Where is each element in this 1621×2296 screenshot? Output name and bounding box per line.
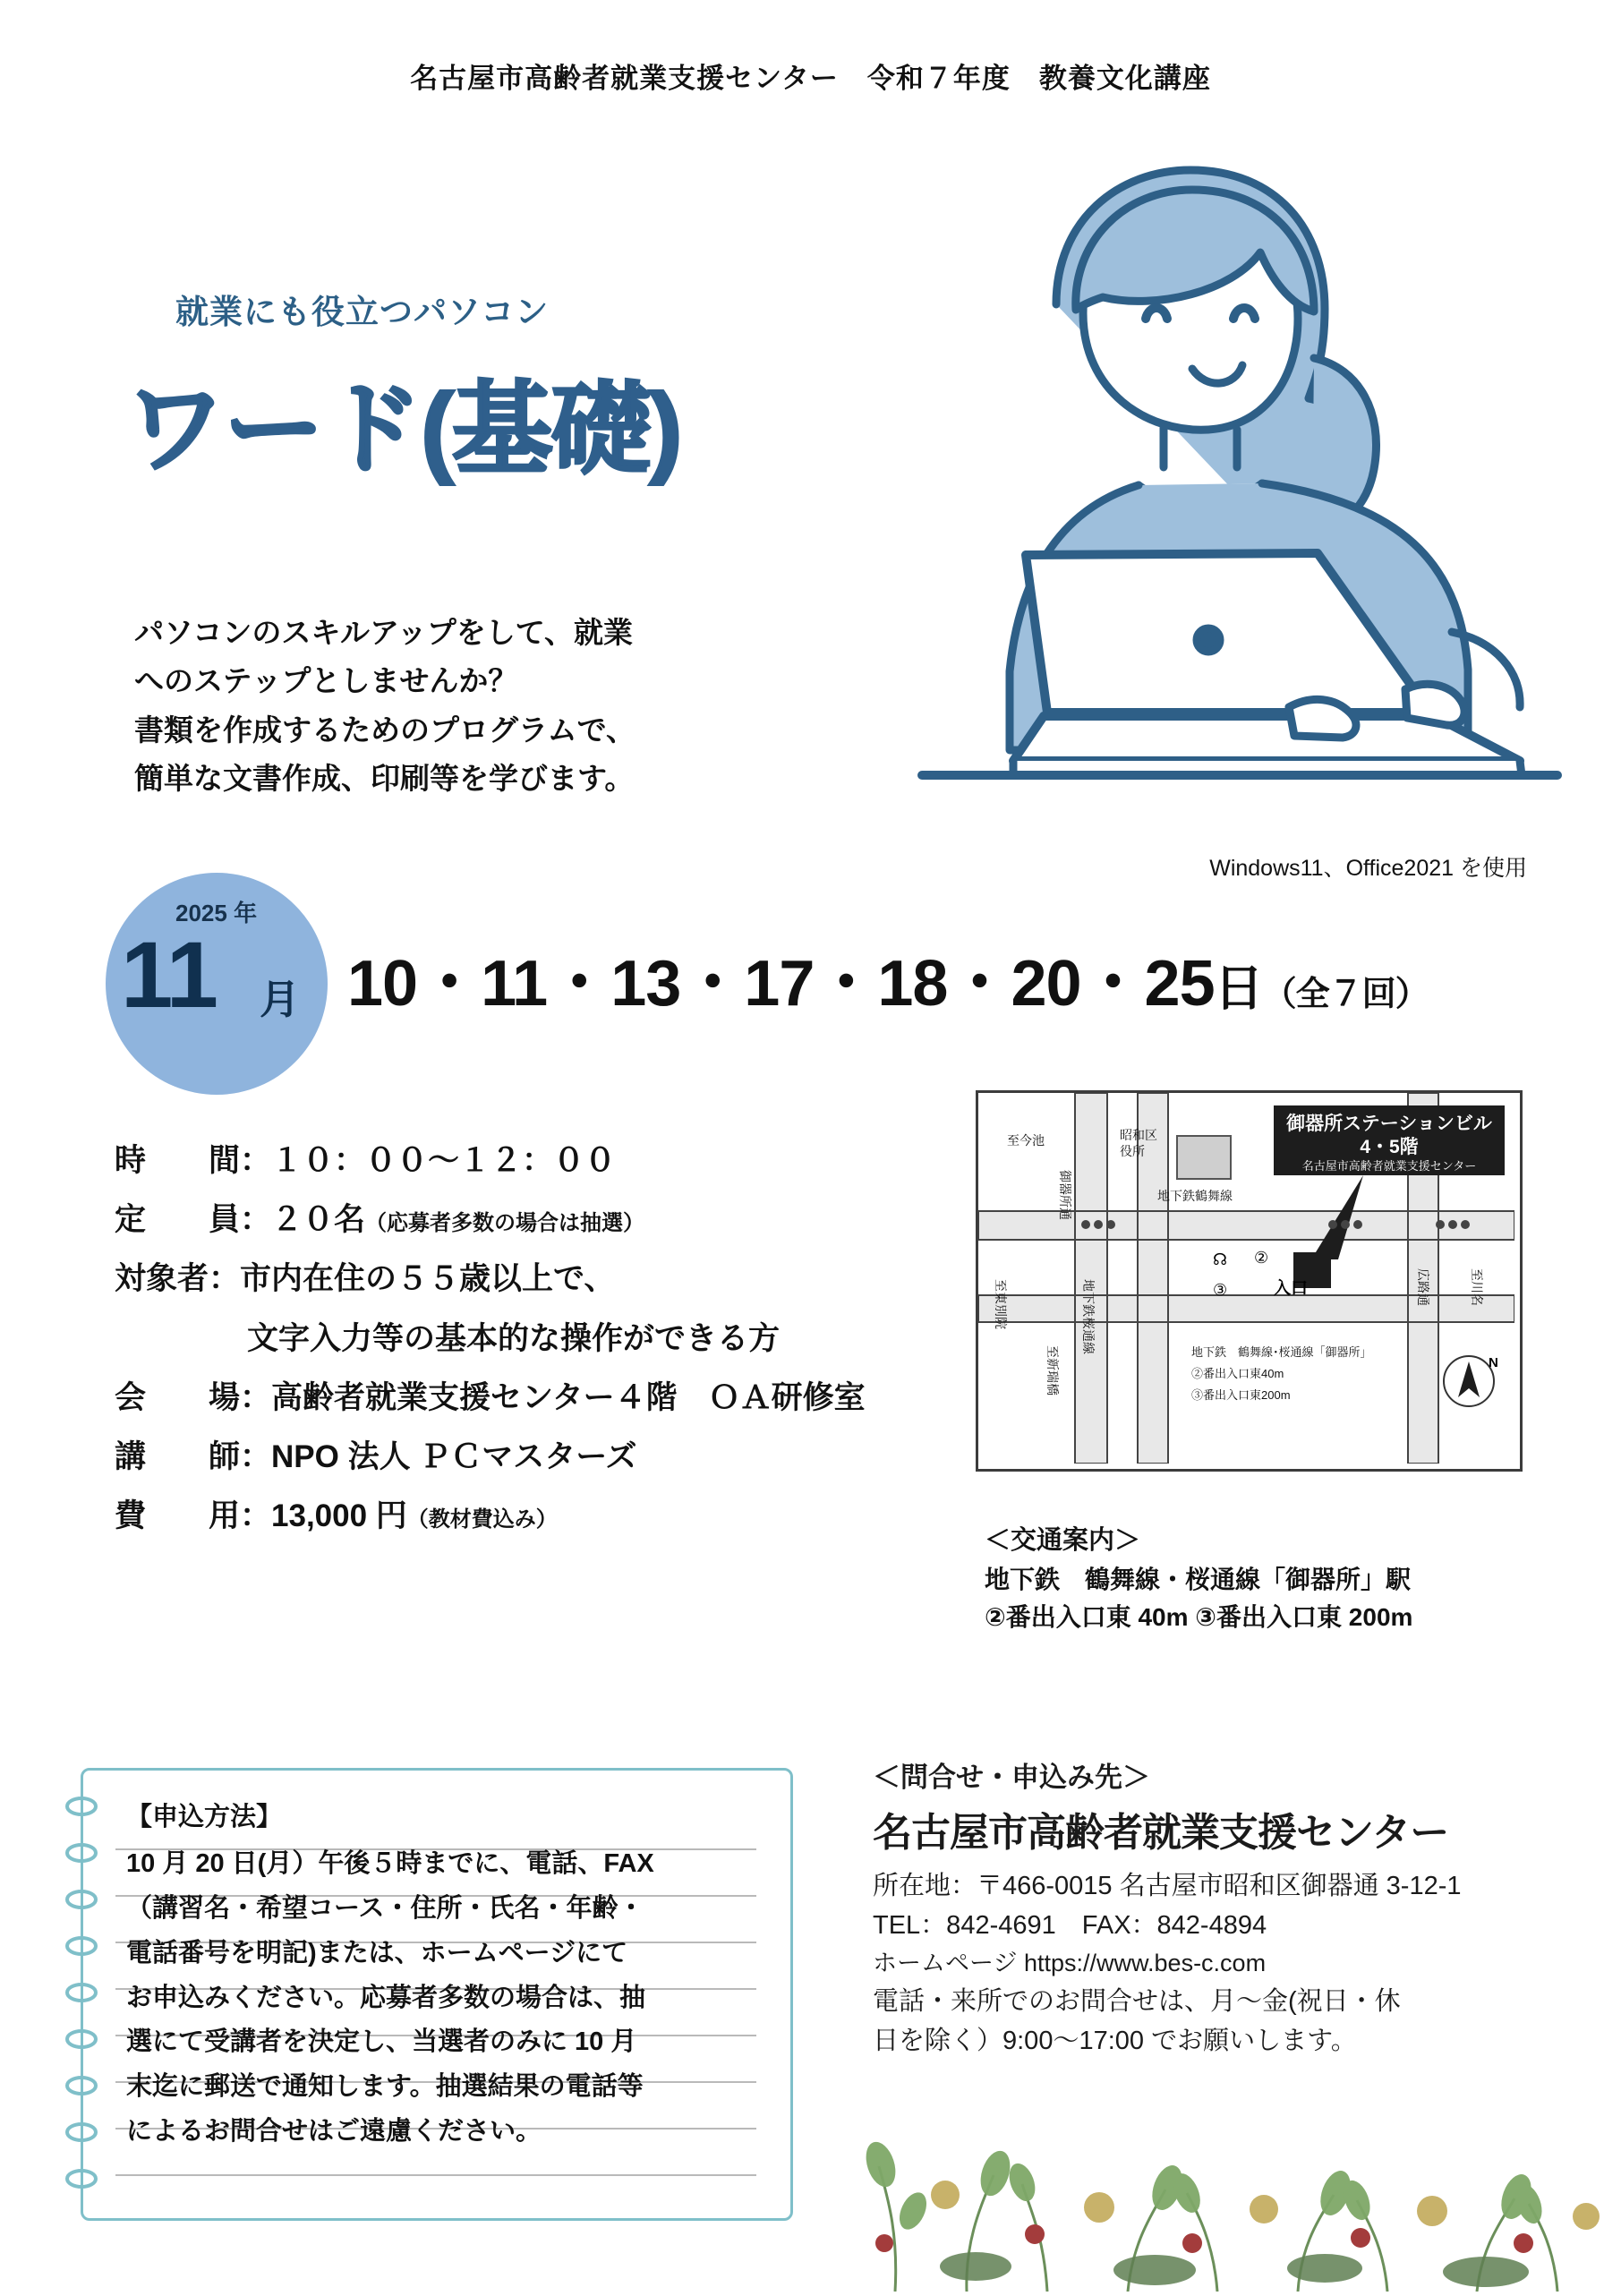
detail-row bbox=[115, 1492, 920, 1540]
svg-text:御器所ステーションビル: 御器所ステーションビル bbox=[1286, 1114, 1492, 1134]
detail-row bbox=[115, 1433, 920, 1481]
svg-text:至新瑞橋: 至新瑞橋 bbox=[1045, 1345, 1060, 1396]
detail-row bbox=[115, 1374, 920, 1421]
contact-tel-fax: TEL：842-4691 FAX：842-4894 bbox=[873, 1911, 1267, 1941]
detail-value: １０：００〜１２：００ bbox=[271, 1143, 617, 1178]
svg-text:至今池: 至今池 bbox=[1007, 1133, 1045, 1148]
contact-hours-line1: 電話・来所でのお問合せは、月〜金(祝日・休 bbox=[873, 1987, 1401, 2017]
svg-text:地下鉄鶴舞線: 地下鉄鶴舞線 bbox=[1157, 1189, 1233, 1203]
hero-lead: パソコンのスキルアップをして、就業 へのステップとしませんか？ 書類を作成するためのプログラムで、 簡単な文書作成、印刷等を学びます。 bbox=[134, 616, 636, 796]
svg-text:至川名: 至川名 bbox=[1470, 1268, 1484, 1306]
date-year: 2025 年 bbox=[175, 900, 258, 926]
detail-label: 対象者： bbox=[115, 1261, 241, 1297]
svg-text:②: ② bbox=[1254, 1249, 1269, 1267]
date-days bbox=[347, 931, 1429, 1024]
svg-text:役所: 役所 bbox=[1120, 1144, 1145, 1158]
detail-label: 講 師： bbox=[115, 1438, 272, 1474]
detail-note: （教材費込み） bbox=[406, 1507, 558, 1532]
contact-block bbox=[873, 1754, 1580, 2061]
apply-method-body: 10 月 20 日(月）午後５時までに、電話、FAX （講習名・希望コース・住所・氏名・年齢・ 電話番号を明記)または、ホームページにて お申込みください。応募者多数の場合は、抽 選にて受講者を決定し、当選者のみに 10 月 末迄に郵送で通知します。抽選結果の電話等 によるお問合せはご遠慮ください。 bbox=[126, 1848, 654, 2147]
course-details bbox=[115, 1137, 920, 1551]
svg-text:③番出入口東200m: ③番出入口東200m bbox=[1191, 1388, 1291, 1402]
apply-method-text bbox=[126, 1796, 769, 2155]
spiral-rings-icon bbox=[64, 1787, 99, 2207]
svg-text:③: ③ bbox=[1213, 1281, 1228, 1299]
contact-homepage-label: ホームページ bbox=[873, 1950, 1018, 1977]
detail-value: ２０名 bbox=[271, 1202, 366, 1238]
detail-label: 費 用： bbox=[115, 1498, 272, 1534]
detail-note: （応募者多数の場合は抽選） bbox=[365, 1211, 645, 1236]
svg-text:N: N bbox=[1489, 1355, 1498, 1370]
contact-organization: 名古屋市高齢者就業支援センター bbox=[873, 1811, 1449, 1855]
svg-text:②番出入口東40m: ②番出入口東40m bbox=[1191, 1367, 1284, 1380]
detail-value: 市内在住の５５歳以上で、 bbox=[240, 1261, 616, 1297]
page-header: 名古屋市高齢者就業支援センター 令和７年度 教養文化講座 bbox=[410, 63, 1211, 94]
detail-label: 会 場： bbox=[115, 1379, 272, 1415]
contact-homepage bbox=[873, 1945, 1580, 1982]
svg-text:昭和区: 昭和区 bbox=[1120, 1128, 1157, 1142]
date-month-number: 11 bbox=[121, 923, 217, 1028]
contact-heading: ＜問合せ・申込み先＞ bbox=[873, 1762, 1150, 1793]
contact-hours-line2: 日を除く）9:00〜17:00 でお願いします。 bbox=[873, 2027, 1357, 2056]
map-caption-line2: ②番出入口東 40m ③番出入口東 200m bbox=[985, 1602, 1413, 1631]
detail-label: 時 間： bbox=[115, 1143, 272, 1178]
plant-decoration bbox=[859, 2059, 1621, 2292]
page-title: ワード(基礎) bbox=[125, 373, 681, 485]
date-days-list: 10・11・13・17・18・20・25 bbox=[347, 948, 1215, 1020]
contact-homepage-url[interactable]: https://www.bes-c.com bbox=[1023, 1950, 1267, 1977]
detail-row bbox=[115, 1196, 920, 1243]
detail-row bbox=[115, 1137, 920, 1184]
svg-text:地下鉄桜通線: 地下鉄桜通線 bbox=[1081, 1279, 1096, 1354]
svg-text:☊: ☊ bbox=[1213, 1250, 1227, 1268]
svg-text:御器所通: 御器所通 bbox=[1058, 1170, 1072, 1220]
map-caption-line1: 地下鉄 鶴舞線・桜通線「御器所」駅 bbox=[985, 1565, 1412, 1593]
svg-text:広路通: 広路通 bbox=[1416, 1268, 1430, 1306]
hero-kicker: 就業にも役立つパソコン bbox=[175, 294, 550, 330]
svg-text:入口: 入口 bbox=[1274, 1279, 1309, 1298]
svg-text:地下鉄 鶴舞線･桜通線「御器所」: 地下鉄 鶴舞線･桜通線「御器所」 bbox=[1191, 1345, 1372, 1359]
apply-method-note bbox=[81, 1768, 793, 2221]
detail-value: 13,000 円 bbox=[271, 1498, 407, 1534]
person-at-laptop-illustration bbox=[788, 134, 1593, 850]
svg-text:至東別院: 至東別院 bbox=[994, 1279, 1008, 1329]
detail-row bbox=[115, 1315, 920, 1362]
detail-label: 定 員： bbox=[115, 1202, 272, 1238]
date-day-unit: 日 bbox=[1214, 960, 1263, 1016]
map-caption bbox=[985, 1522, 1412, 1636]
map-caption-head: ＜交通案内＞ bbox=[985, 1526, 1141, 1555]
detail-row bbox=[115, 1255, 920, 1302]
svg-text:4・5階: 4・5階 bbox=[1360, 1137, 1419, 1157]
apply-method-heading: 【申込方法】 bbox=[126, 1803, 283, 1831]
area-map bbox=[976, 1090, 1523, 1472]
software-note: Windows11、Office2021 を使用 bbox=[1209, 856, 1527, 881]
contact-address: 所在地：〒466-0015 名古屋市昭和区御器通 3-12-1 bbox=[873, 1872, 1462, 1900]
detail-value: NPO 法人 ＰＣマスターズ bbox=[271, 1438, 637, 1474]
date-month-label: 月 bbox=[260, 977, 301, 1022]
detail-value: 高齢者就業支援センター４階 ＯＡ研修室 bbox=[271, 1379, 866, 1415]
date-times-note: （全７回） bbox=[1262, 976, 1429, 1013]
detail-value: 文字入力等の基本的な操作ができる方 bbox=[247, 1320, 781, 1356]
svg-text:名古屋市高齢者就業支援センター: 名古屋市高齢者就業支援センター bbox=[1301, 1159, 1477, 1173]
